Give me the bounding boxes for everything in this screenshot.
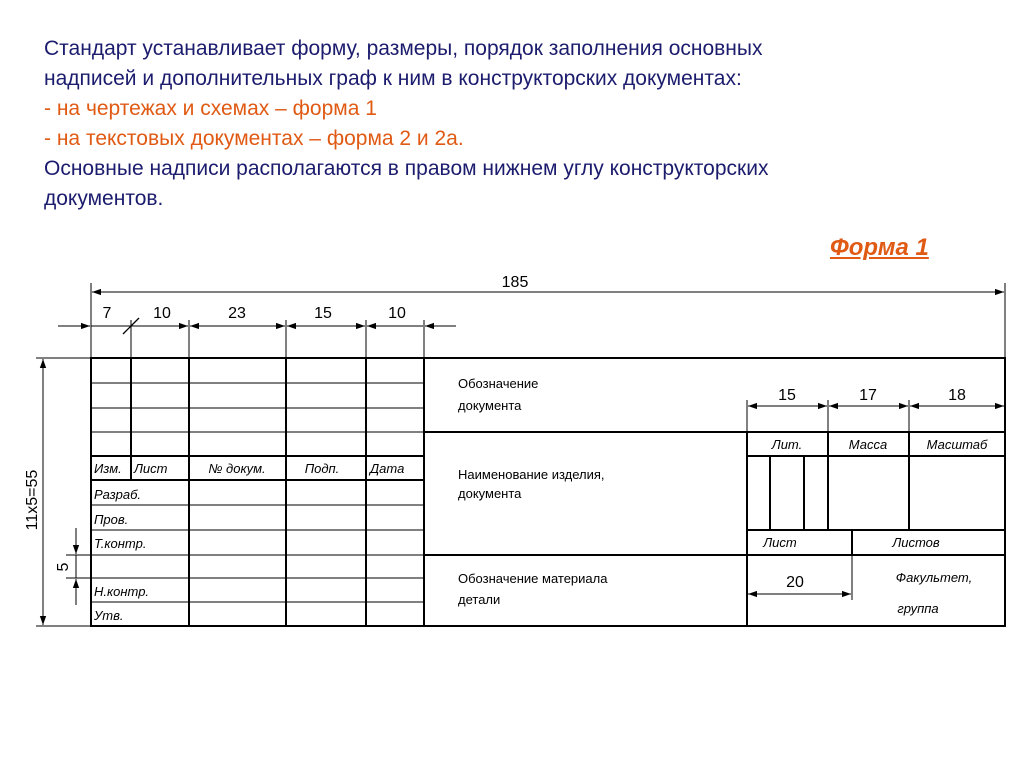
row-prov: Пров. — [94, 512, 129, 527]
header-podp: Подп. — [304, 461, 340, 476]
label-material: Обозначение материала — [458, 571, 608, 586]
right-grid — [424, 432, 1005, 626]
label-gruppa: группа — [897, 601, 939, 616]
form-title: Форма 1 — [830, 234, 929, 261]
dim-col-2: 10 — [153, 305, 171, 322]
intro-line: Стандарт устанавливает форму, размеры, порядок заполнения основных — [44, 37, 763, 60]
label-naimenovanie-2: документа — [458, 486, 522, 501]
intro-line: надписей и дополнительных граф к ним в конструкторских документах: — [44, 67, 742, 90]
dim-total: 185 — [501, 274, 529, 291]
intro-line: Основные надписи располагаются в правом нижнем углу конструкторских — [44, 157, 769, 180]
header-dokum: № докум. — [208, 461, 266, 476]
row-tkontr: Т.контр. — [94, 536, 147, 551]
row-nkontr: Н.контр. — [94, 584, 150, 599]
dim-col-1: 7 — [102, 305, 112, 322]
intro-line-form1: - на чертежах и схемах – форма 1 — [44, 97, 377, 120]
label-lit: Лит. — [771, 437, 803, 452]
dim-lit: 15 — [778, 387, 796, 404]
label-oboznachenie-2: документа — [458, 398, 522, 413]
intro-line-form2: - на текстовых документах – форма 2 и 2а. — [44, 127, 464, 150]
dim-list: 20 — [786, 574, 804, 591]
label-list: Лист — [763, 535, 797, 550]
dim-col-5: 10 — [388, 305, 406, 322]
dim-masshtab: 18 — [948, 387, 966, 404]
dim-row: 5 — [55, 562, 72, 572]
header-data: Дата — [370, 461, 405, 476]
header-list: Лист — [134, 461, 168, 476]
label-masshtab: Масштаб — [926, 437, 988, 452]
dim-massa: 17 — [859, 387, 877, 404]
intro-line: документов. — [44, 187, 164, 210]
dim-col-4: 15 — [314, 305, 332, 322]
label-oboznachenie: Обозначение — [458, 376, 539, 391]
label-listov: Листов — [892, 535, 940, 550]
dim-col-3: 23 — [228, 305, 246, 322]
label-massa: Масса — [848, 437, 888, 452]
row-utv: Утв. — [94, 608, 124, 623]
header-izm: Изм. — [94, 461, 122, 476]
label-fakultet: Факультет, — [895, 570, 973, 585]
dim-height: 11x5=55 — [24, 469, 41, 531]
label-naimenovanie: Наименование изделия, — [458, 467, 605, 482]
row-razrab: Разраб. — [94, 487, 142, 502]
label-material-2: детали — [458, 592, 501, 607]
